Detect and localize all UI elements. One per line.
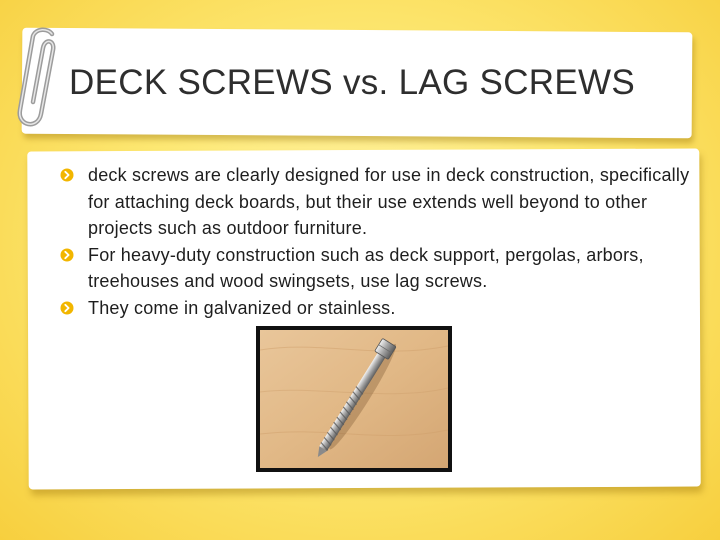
bullet-list: [60, 162, 690, 321]
bullet-text: For heavy-duty construction such as deck support, pergolas, arbors, treehouses and wood swingsets, use lag screws.: [88, 244, 644, 291]
bullet-item: [60, 295, 690, 322]
slide-title: DECK SCREWS vs. LAG SCREWS: [69, 63, 635, 102]
bullet-item: [60, 242, 690, 295]
bullet-text: They come in galvanized or stainless.: [88, 297, 396, 318]
chevron-circle-icon: [60, 301, 74, 315]
bullet-text: deck screws are clearly designed for use in deck construction, specifically for attaching deck boards, but their use extends well beyond to other projects such as outdoor furniture.: [88, 165, 690, 238]
lag-screw-photo: [260, 330, 448, 468]
chevron-circle-icon: [60, 168, 74, 182]
lag-screw-photo-frame: [256, 326, 452, 472]
chevron-circle-icon: [60, 248, 74, 262]
bullet-item: [60, 162, 690, 242]
